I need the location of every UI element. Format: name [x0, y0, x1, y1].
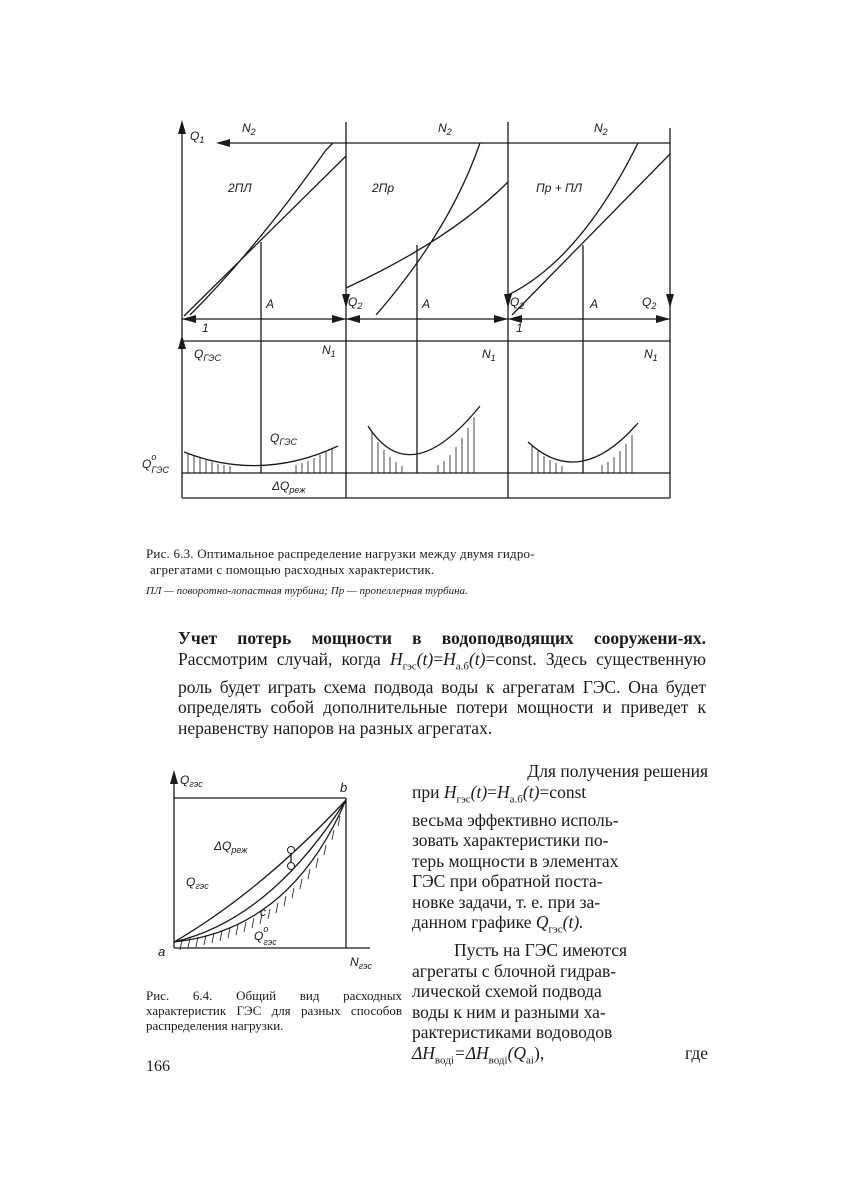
label-1-3: 1	[516, 321, 523, 335]
label-q2-3: $Q_2$	[642, 295, 657, 311]
label-b: b	[340, 780, 348, 795]
label-delta-q-rezh: $\Delta Q_{реж}$	[214, 839, 248, 855]
arrow-right-1	[332, 315, 346, 323]
right-column-text: Для получения решения при $H_{гэс}(t)=H_{а.б}(t)=const$ весьма эффективно исполь- зовать характеристики по- терь мощности в элементах ГЭС при обратной поста- новке задачи, т. е. при за- данном графике $Q_{гэс}(t)$. Пусть на ГЭС имеются агрегаты с блочной гидрав- лической схемой подвода воды к ним и разными ха- рактеристиками водоводов $\Delta H_{водi}=\Delta H_{водi}(Q_{аi})$, где	[412, 761, 708, 1071]
curve-2b	[376, 143, 480, 315]
label-a-1: A	[266, 297, 275, 311]
page-number: 166	[146, 1058, 170, 1075]
label-q0-ges: $Q^o$ гэс	[254, 924, 277, 947]
curve-q-ges	[174, 800, 346, 942]
label-qges: $Q_{ГЭС}$	[194, 347, 221, 363]
arrow-up-qges	[178, 335, 186, 349]
formula-h-ges: $H_{гэс}(t)=H_{а.б}(t)=const$.	[389, 648, 537, 672]
label-pr-pl: Пр + ПЛ	[536, 181, 582, 195]
label-qges-curve: $Q_{ГЭС}$	[270, 431, 297, 447]
arrow-down-q2-3	[666, 294, 674, 308]
label-q-ges-curve: $Q_{гэс}$	[186, 875, 209, 891]
label-2pl: 2ПЛ	[228, 181, 252, 195]
figure-6-3-caption-note: ПЛ — поворотно-лопастная турбина; Пр — пропеллерная турбина.	[146, 585, 468, 597]
curve-2a	[346, 182, 508, 288]
label-q1: $Q_1$	[190, 129, 205, 145]
label-n1-3: $N_1$	[644, 347, 658, 363]
label-delta-q-rezh: $\Delta Q_{реж}$	[272, 479, 306, 495]
hatching	[188, 417, 632, 473]
figure-6-4	[150, 770, 400, 980]
curve-3a	[508, 143, 638, 295]
label-n2-2: $N_2$	[438, 121, 452, 137]
curve-3b	[512, 154, 670, 315]
section-heading: Учет потерь мощности в водоподводящих сооружени-ях.	[178, 628, 706, 648]
label-c: c	[260, 905, 266, 919]
figure-6-3-caption	[146, 546, 706, 578]
label-n2-1: $N_2$	[242, 121, 256, 137]
label-n2-3: $N_2$	[594, 121, 608, 137]
curve-delta-q-rezh	[174, 800, 346, 942]
figure-6-3	[142, 110, 690, 510]
label-n1-1: $N_1$	[322, 343, 336, 359]
label-q-ges: $Q_{гэс}$	[180, 773, 203, 789]
curve-q0-ges	[174, 800, 346, 942]
right-column-qges: данном графике $Q_{гэс}(t)$.	[412, 912, 584, 936]
arrow-up-q-ges	[170, 770, 178, 784]
right-column-formula: при $H_{гэс}(t)=H_{а.б}(t)=const$	[412, 781, 587, 805]
label-n-ges: $N_{гэс}$	[350, 955, 373, 971]
section-paragraph: Учет потерь мощности в водоподводящих сооружени-ях. Рассмотрим случай, когда $H_{гэс}(t)=H_{а.б}(t)=const$. Здесь существенную роль будет играть схема подвода воды к агрегатам ГЭС. Она будет определять собой дополнительные потери мощности и приведет к неравенству напоров на разных агрегатах.	[178, 628, 706, 738]
label-q2-1: $Q_2$	[348, 295, 363, 311]
right-column-delta-h: $\Delta H_{водi}=\Delta H_{водi}(Q_{аi})$, где	[412, 1042, 708, 1066]
label-1-1: 1	[202, 321, 209, 335]
point-lower	[288, 863, 295, 870]
arrow-right-3	[656, 315, 670, 323]
label-a-3: A	[590, 297, 599, 311]
caption-line-1: Рис. 6.3. Оптимальное распределение нагрузки между двумя гидро-	[146, 546, 535, 561]
point-upper	[288, 847, 295, 854]
arrow-left-1	[182, 315, 196, 323]
qges-curve-2	[368, 406, 480, 455]
figure-6-4-caption: Рис. 6.4. Общий вид расходных характеристик ГЭС для разных способов распределения нагрузки.	[146, 988, 402, 1033]
curve-1b	[184, 156, 346, 316]
label-a-2: A	[422, 297, 431, 311]
arrow-up-q1	[178, 120, 186, 134]
label-2pr: 2Пр	[372, 181, 395, 195]
arrow-right-2	[494, 315, 508, 323]
arrow-left-n2	[216, 139, 230, 147]
arrow-left-2	[346, 315, 360, 323]
label-n1-2: $N_1$	[482, 347, 496, 363]
caption-line-2: агрегатами с помощью расходных характеристик.	[150, 562, 435, 577]
label-q0-ges: $Q^o$ ГЭС	[142, 452, 169, 475]
label-q2-2: $Q_2$	[510, 295, 525, 311]
label-a: a	[158, 944, 166, 959]
